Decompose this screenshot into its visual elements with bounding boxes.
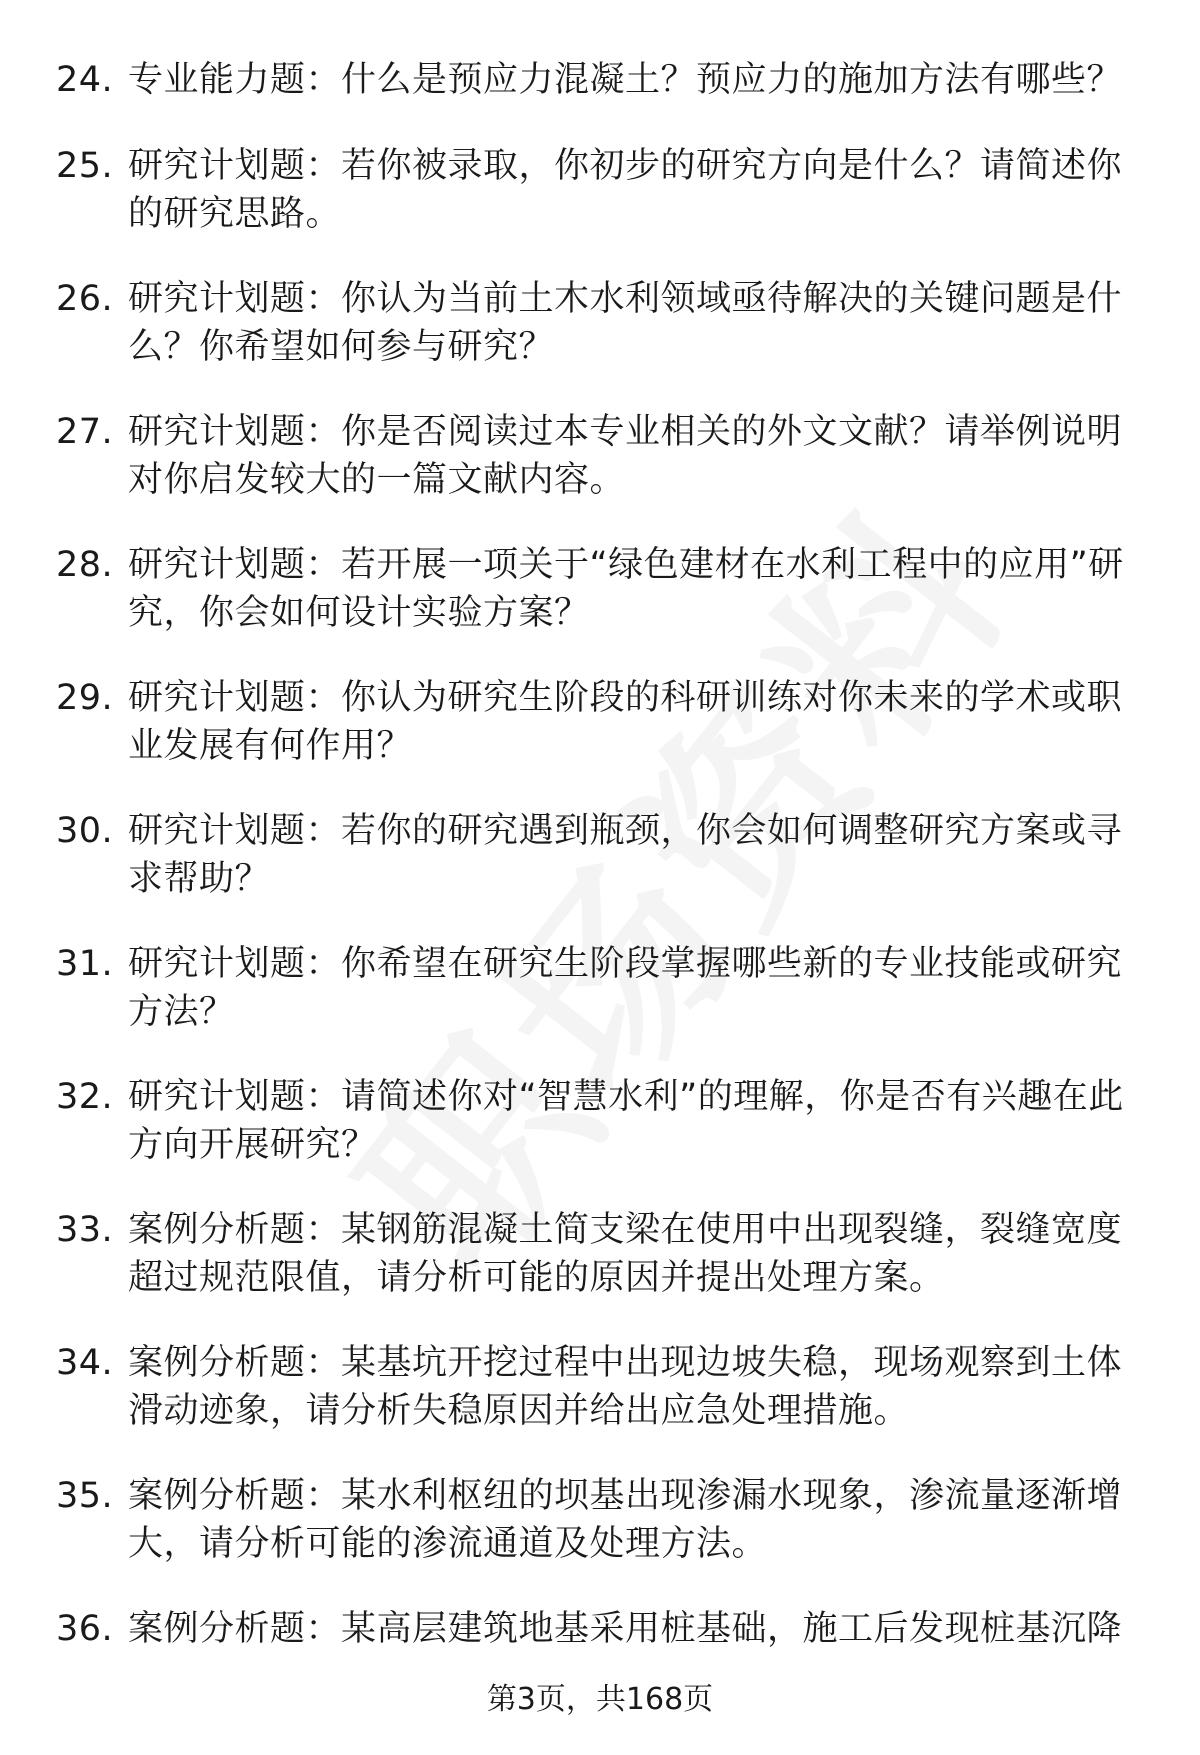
- question-number: 34.: [56, 1343, 114, 1383]
- question-text: 研究计划题：若开展一项关于“绿色建材在水利工程中的应用”研究，你会如何设计实验方案？: [128, 545, 1124, 633]
- question-item: [0, 275, 1200, 371]
- question-text: 研究计划题：请简述你对“智慧水利”的理解，你是否有兴趣在此方向开展研究？: [128, 1077, 1124, 1165]
- question-number: 36.: [56, 1609, 114, 1649]
- question-number: 24.: [56, 60, 114, 100]
- question-text: 研究计划题：若你被录取，你初步的研究方向是什么？请简述你的研究思路。: [128, 146, 1123, 234]
- question-item: [0, 1206, 1200, 1302]
- question-item: [0, 56, 1200, 108]
- page-footer: 第3页，共168页: [486, 1682, 714, 1717]
- question-item: [0, 807, 1200, 903]
- question-item: [0, 541, 1200, 637]
- question-number: 33.: [56, 1210, 114, 1250]
- question-number: 30.: [56, 811, 114, 851]
- question-number: 28.: [56, 545, 114, 585]
- question-number: 32.: [56, 1077, 114, 1117]
- question-item: [0, 142, 1200, 238]
- question-number: 35.: [56, 1476, 114, 1516]
- question-text: 案例分析题：某钢筋混凝土简支梁在使用中出现裂缝，裂缝宽度超过规范限值，请分析可能的原因并提出处理方案。: [128, 1210, 1123, 1298]
- question-text: 专业能力题：什么是预应力混凝土？预应力的施加方法有哪些？: [128, 60, 1123, 100]
- question-item: [0, 1605, 1200, 1657]
- question-item: [0, 1339, 1200, 1435]
- question-text: 案例分析题：某基坑开挖过程中出现边坡失稳，现场观察到土体滑动迹象，请分析失稳原因并给出应急处理措施。: [128, 1343, 1123, 1431]
- question-item: [0, 1073, 1200, 1169]
- question-number: 27.: [56, 412, 114, 452]
- question-item: [0, 1472, 1200, 1568]
- question-text: 案例分析题：某高层建筑地基采用桩基础，施工后发现桩基沉降: [128, 1609, 1123, 1649]
- question-item: [0, 674, 1200, 770]
- question-text: 研究计划题：你是否阅读过本专业相关的外文文献？请举例说明对你启发较大的一篇文献内容。: [128, 412, 1123, 500]
- question-number: 31.: [56, 944, 114, 984]
- question-list: [0, 56, 1200, 1691]
- question-number: 26.: [56, 279, 114, 319]
- question-text: 案例分析题：某水利枢纽的坝基出现渗漏水现象，渗流量逐渐增大，请分析可能的渗流通道及处理方法。: [128, 1476, 1123, 1564]
- question-text: 研究计划题：你希望在研究生阶段掌握哪些新的专业技能或研究方法？: [128, 944, 1123, 1032]
- question-item: [0, 408, 1200, 504]
- question-text: 研究计划题：若你的研究遇到瓶颈，你会如何调整研究方案或寻求帮助？: [128, 811, 1123, 899]
- question-number: 25.: [56, 146, 114, 186]
- question-text: 研究计划题：你认为研究生阶段的科研训练对你未来的学术或职业发展有何作用？: [128, 678, 1123, 766]
- question-text: 研究计划题：你认为当前土木水利领域亟待解决的关键问题是什么？你希望如何参与研究？: [128, 279, 1123, 367]
- question-number: 29.: [56, 678, 114, 718]
- question-item: [0, 940, 1200, 1036]
